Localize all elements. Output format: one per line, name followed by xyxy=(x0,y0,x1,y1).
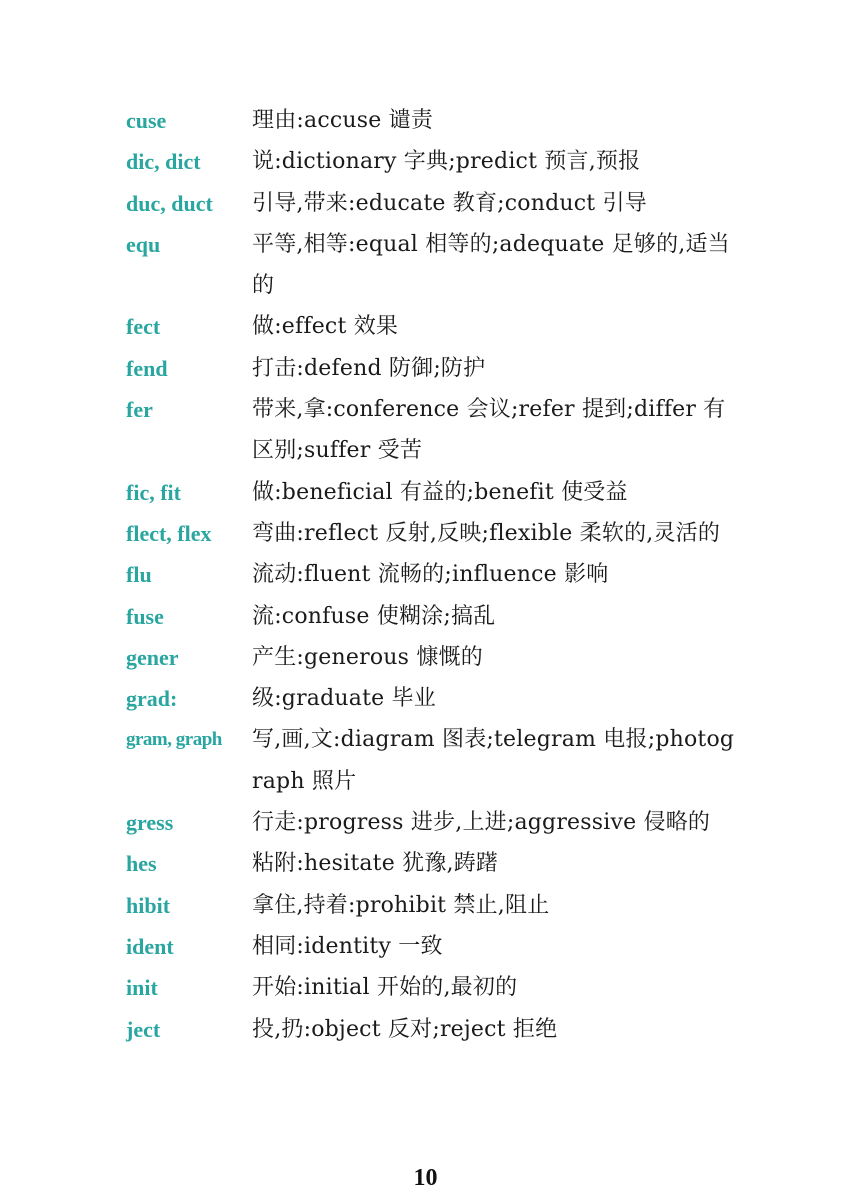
root-definition: 投,扔:object 反对;reject 拒绝 xyxy=(252,1016,558,1042)
word-root: fer xyxy=(126,397,153,423)
word-root: gener xyxy=(126,644,179,670)
root-definition: 做:beneficial 有益的;benefit 使受益 xyxy=(252,479,628,505)
list-item xyxy=(126,926,736,967)
list-item xyxy=(126,678,736,719)
list-item xyxy=(126,596,736,637)
page-number: 10 xyxy=(413,1165,438,1191)
root-definition: 行走:progress 进步,上进;aggressive 侵略的 xyxy=(252,810,711,836)
word-root-list xyxy=(126,100,736,1050)
word-root: hibit xyxy=(126,892,171,918)
word-root: gram, graph xyxy=(126,729,222,751)
root-definition: 做:effect 效果 xyxy=(252,314,399,340)
word-root: fuse xyxy=(126,603,164,629)
root-definition: 产生:generous 慷慨的 xyxy=(252,644,483,670)
root-definition: 写,画,文:diagram 图表;telegram 电报;photograph 照片 xyxy=(252,727,735,794)
root-definition: 拿住,持着:prohibit 禁止,阻止 xyxy=(252,892,550,918)
word-root: fend xyxy=(126,355,168,381)
root-definition: 相同:identity 一致 xyxy=(252,933,443,959)
list-item xyxy=(126,1009,736,1050)
word-root: fic, fit xyxy=(126,479,181,505)
list-item xyxy=(126,389,736,472)
list-item xyxy=(126,885,736,926)
root-definition: 带来,拿:conference 会议;refer 提到;differ 有区别;suffer 受苦 xyxy=(252,397,726,464)
word-root: ject xyxy=(126,1016,161,1042)
word-root: gress xyxy=(126,810,174,836)
root-definition: 打击:defend 防御;防护 xyxy=(252,355,486,381)
list-item xyxy=(126,306,736,347)
word-root: hes xyxy=(126,851,157,877)
word-root: cuse xyxy=(126,108,167,133)
word-root: fect xyxy=(126,314,161,340)
list-item xyxy=(126,967,736,1008)
root-definition: 流:confuse 使糊涂;搞乱 xyxy=(252,603,496,629)
word-root: equ xyxy=(126,231,161,257)
list-item xyxy=(126,100,736,141)
root-definition: 理由:accuse 谴责 xyxy=(252,108,434,133)
list-item xyxy=(126,554,736,595)
word-root: dic, dict xyxy=(126,149,201,175)
list-item xyxy=(126,719,736,802)
word-root: grad: xyxy=(126,686,178,712)
list-item xyxy=(126,472,736,513)
list-item xyxy=(126,637,736,678)
list-item xyxy=(126,183,736,224)
word-root: flu xyxy=(126,562,152,588)
list-item xyxy=(126,513,736,554)
root-definition: 平等,相等:equal 相等的;adequate 足够的,适当的 xyxy=(252,231,730,299)
word-root: ident xyxy=(126,933,174,959)
root-definition: 级:graduate 毕业 xyxy=(252,686,436,712)
root-definition: 弯曲:reflect 反射,反映;flexible 柔软的,灵活的 xyxy=(252,520,721,546)
list-item xyxy=(126,802,736,843)
list-item xyxy=(126,348,736,389)
root-definition: 粘附:hesitate 犹豫,踌躇 xyxy=(252,851,499,877)
root-definition: 开始:initial 开始的,最初的 xyxy=(252,975,518,1001)
word-root: flect, flex xyxy=(126,520,212,546)
root-definition: 引导,带来:educate 教育;conduct 引导 xyxy=(252,190,647,216)
root-definition: 说:dictionary 字典;predict 预言,预报 xyxy=(252,149,641,175)
list-item xyxy=(126,224,736,307)
word-root: init xyxy=(126,975,158,1001)
list-item xyxy=(126,141,736,182)
word-root: duc, duct xyxy=(126,190,213,216)
root-definition: 流动:fluent 流畅的;influence 影响 xyxy=(252,562,609,588)
list-item xyxy=(126,843,736,884)
